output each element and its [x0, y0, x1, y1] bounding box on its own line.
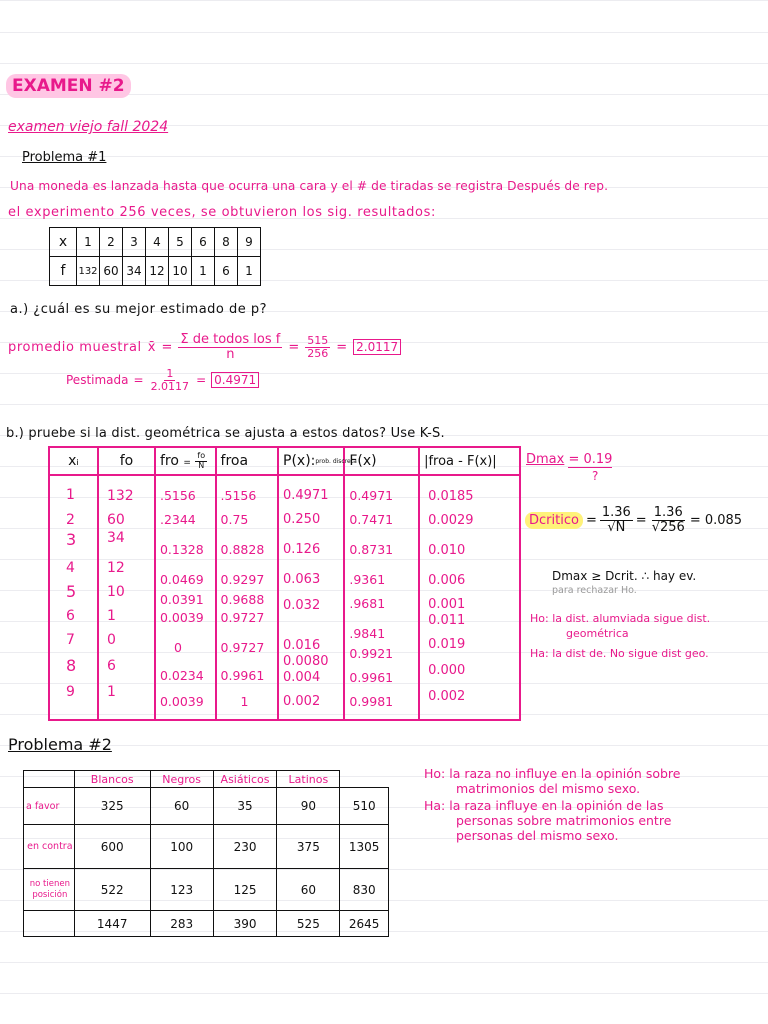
fx-cell: .9361: [349, 571, 386, 587]
x-cell: 8: [215, 228, 238, 257]
x-cell: 3: [123, 228, 146, 257]
table-row: [24, 788, 389, 825]
x-cell: 5: [169, 228, 192, 257]
froa-cell: 0.9727: [220, 639, 265, 655]
page-subtitle: examen viejo fall 2024: [8, 119, 169, 135]
col-total: 525: [277, 911, 340, 937]
table-cell: 600: [74, 825, 150, 869]
ks-ha-line: Ha: la dist de. No sigue dist geo.: [530, 647, 709, 660]
fo-cell: 12: [106, 559, 125, 576]
diff-cell: 0.019: [428, 636, 466, 652]
fx-cell: 0.4971: [349, 487, 394, 503]
fro-cell: 0.0039: [159, 693, 204, 709]
x-cell: 9: [238, 228, 261, 257]
dcrit-label: Dcritico: [525, 512, 583, 529]
diff-cell: 0.011: [428, 612, 466, 628]
col-header: Negros: [150, 771, 213, 788]
ks-header-row: [49, 447, 520, 475]
mean-fraction-denominator: n: [226, 346, 235, 362]
table-cell: 35: [213, 788, 277, 825]
problema1-statement-line1: Una moneda es lanzada hasta que ocurra una cara y el # de tiradas se registra Después de rep.: [10, 179, 609, 193]
header-fro: fro = $\frac{fo}{N}$: [155, 447, 216, 475]
problema1-statement-line2: el experimento 256 veces, se obtuvieron los sig. resultados:: [8, 205, 436, 220]
px-column: [278, 475, 344, 720]
table-cell: 123: [150, 869, 213, 911]
fx-cell: .9841: [349, 625, 386, 641]
table-row-x: [50, 228, 261, 257]
fro-column: [155, 475, 216, 720]
table-row-f: [50, 257, 261, 286]
dcrit-fraction-1: [600, 506, 633, 534]
table-cell: 100: [150, 825, 213, 869]
xi-cell: 5: [66, 582, 77, 601]
row-f-label: f: [50, 257, 77, 286]
x-cell: 4: [146, 228, 169, 257]
froa-cell: 1: [240, 693, 249, 709]
fo-cell: 1: [106, 607, 116, 624]
p-fraction-denominator: 2.0117: [150, 379, 190, 393]
px-cell: 0.004: [283, 669, 321, 685]
equals-sign: =: [196, 373, 207, 388]
contingency-table: [23, 770, 389, 937]
mean-result: 2.0117: [353, 339, 401, 355]
f-cell: 1: [192, 257, 215, 286]
dmax-question: ?: [592, 469, 599, 483]
p2-ho-line1: Ho: la raza no influye en la opinión sobre: [424, 766, 681, 781]
px-cell: 0.016: [283, 637, 321, 653]
xi-cell: 3: [66, 530, 77, 549]
xi-cell: 6: [66, 608, 75, 624]
dcrit-f1-num: 1.36: [601, 505, 631, 520]
dmax-line: [526, 452, 612, 467]
froa-cell: 0.75: [220, 511, 249, 527]
mean-fraction: [178, 333, 282, 361]
col-total: 390: [213, 911, 277, 937]
col-header: Blancos: [74, 771, 150, 788]
fo-cell: 60: [106, 511, 125, 528]
header-fro-label: fro: [159, 453, 179, 469]
row-total: 830: [340, 869, 389, 911]
header-fro-den: N: [198, 460, 205, 470]
header-fo: fo: [98, 447, 155, 475]
p-fraction-numerator: 1: [166, 367, 174, 380]
fro-cell: 0.0469: [159, 571, 204, 587]
mean-fraction-numerator: Σ de todos los f: [180, 332, 281, 347]
px-cell: 0.4971: [283, 487, 329, 503]
fro-cell: .5156: [159, 487, 196, 503]
diff-cell: 0.001: [428, 596, 466, 612]
header-fro-fraction: [195, 452, 207, 470]
fx-cell: 0.9921: [349, 645, 394, 661]
fx-column: [344, 475, 419, 720]
mean-value-denominator: 256: [307, 346, 329, 360]
col-total: 283: [150, 911, 213, 937]
mean-value-numerator: 515: [307, 334, 329, 348]
fo-cell: 34: [106, 529, 125, 546]
equals-sign: =: [336, 339, 348, 355]
diff-column: [419, 475, 520, 720]
fx-cell: 0.9981: [349, 693, 394, 709]
xi-cell: 2: [66, 512, 75, 528]
froa-cell: 0.9961: [220, 667, 265, 683]
fro-cell: 0.0234: [159, 667, 204, 683]
froa-cell: 0.8828: [220, 541, 265, 557]
mean-value-fraction: [305, 335, 330, 359]
ks-ho-line2: geométrica: [566, 627, 629, 640]
diff-cell: 0.000: [428, 662, 466, 678]
table-cell: 375: [277, 825, 340, 869]
row-header: a favor: [24, 788, 75, 825]
dcrit-fraction-2: [650, 506, 687, 534]
fo-cell: 1: [106, 683, 116, 700]
contingency-header-row: [24, 771, 389, 788]
table-cell: 125: [213, 869, 277, 911]
p-fraction: [149, 368, 192, 392]
fro-cell: 0: [173, 639, 182, 655]
fo-cell: 0: [106, 631, 116, 648]
xi-cell: 1: [66, 487, 75, 503]
header-px: [278, 447, 357, 475]
header-px-label: P(x):: [283, 453, 316, 469]
x-cell: 1: [77, 228, 100, 257]
header-xi: xᵢ: [49, 447, 98, 475]
froa-column: [216, 475, 278, 720]
dcrit-f1-den: √N: [607, 519, 626, 535]
xi-cell: 9: [66, 684, 75, 700]
xi-column: [49, 475, 98, 720]
table-row-totals: [24, 911, 389, 937]
fx-cell: 0.8731: [349, 541, 394, 557]
f-cell: 10: [169, 257, 192, 286]
fro-cell: 0.1328: [159, 541, 204, 557]
header-px-small: prob. discreta: [315, 457, 357, 465]
ks-ho-line1: Ho: la dist. alumviada sigue dist.: [530, 612, 711, 625]
fro-cell: 0.0391: [159, 591, 204, 607]
f-cell: 60: [100, 257, 123, 286]
table-cell: 522: [74, 869, 150, 911]
p2-ha-line3: personas del mismo sexo.: [456, 828, 619, 843]
header-diff: |froa - F(x)|: [419, 447, 520, 475]
problema1-heading: Problema #1: [22, 150, 107, 165]
conclusion-line1: Dmax ≥ Dcrit. ∴ hay ev.: [552, 569, 697, 583]
fx-cell: 0.9961: [349, 669, 394, 685]
px-cell: 0.002: [283, 693, 321, 709]
table-cell: 60: [150, 788, 213, 825]
frequency-data-table: [49, 227, 261, 286]
xi-cell: 8: [66, 656, 77, 675]
px-cell: 0.126: [283, 541, 321, 557]
equals-sign: =: [635, 512, 647, 528]
row-total: 1305: [340, 825, 389, 869]
part-b-question: b.) pruebe si la dist. geométrica se ajusta a estos datos? Use K-S.: [6, 426, 445, 441]
part-a-question: a.) ¿cuál es su mejor estimado de p?: [10, 302, 268, 317]
px-cell: 0.063: [283, 571, 321, 587]
table-row: [24, 869, 389, 911]
row-header: [24, 911, 75, 937]
px-cell: 0.250: [283, 511, 321, 527]
fx-cell: 0.7471: [349, 511, 394, 527]
fo-column: [98, 475, 155, 720]
col-header-total: [340, 771, 389, 788]
dmax-label: Dmax: [526, 452, 565, 467]
equals-sign: =: [133, 373, 144, 388]
f-cell: 1: [238, 257, 261, 286]
px-cell: 0.032: [283, 597, 321, 613]
froa-cell: 0.9688: [220, 591, 265, 607]
mean-label: promedio muestral: [8, 339, 142, 355]
table-cell: 60: [277, 869, 340, 911]
dmax-value: = 0.19: [568, 452, 613, 467]
table-cell: 230: [213, 825, 277, 869]
px-cell: 0.0080: [283, 653, 329, 669]
p-estimate-formula: [66, 368, 259, 392]
p-estimate-label: Pestimada: [66, 373, 129, 388]
xi-cell: 7: [66, 632, 75, 648]
table-cell: 325: [74, 788, 150, 825]
row-total: 510: [340, 788, 389, 825]
row-x-label: x: [50, 228, 77, 257]
p2-ha-line1: Ha: la raza influye en la opinión de las: [424, 798, 664, 813]
table-row: [24, 825, 389, 869]
x-cell: 6: [192, 228, 215, 257]
col-total: 1447: [74, 911, 150, 937]
dcrit-formula: [525, 506, 742, 534]
fo-cell: 132: [106, 487, 134, 504]
froa-cell: 0.9297: [220, 571, 265, 587]
header-fro-num: fo: [197, 451, 206, 461]
page-title: EXAMEN #2: [6, 76, 131, 96]
equals-sign: =: [288, 339, 300, 355]
equals-sign: =: [585, 512, 597, 528]
p-result: 0.4971: [211, 372, 259, 388]
header-fx: F(x): [344, 447, 419, 475]
diff-cell: 0.006: [428, 572, 466, 588]
diff-cell: 0.0029: [428, 512, 474, 528]
ks-test-table: [48, 446, 521, 721]
col-header: Latinos: [277, 771, 340, 788]
x-cell: 2: [100, 228, 123, 257]
fro-cell: 0.0039: [159, 609, 204, 625]
diff-cell: 0.002: [428, 688, 466, 704]
fro-cell: .2344: [159, 511, 196, 527]
dcrit-f2-den: √256: [651, 519, 685, 535]
dcrit-result: = 0.085: [689, 512, 743, 528]
dcrit-f2-num: 1.36: [653, 505, 683, 520]
equals-sign: =: [161, 339, 173, 355]
conclusion-line2: para rechazar Ho.: [552, 585, 637, 596]
diff-cell: 0.0185: [428, 488, 474, 504]
table-row: [49, 475, 520, 720]
xbar-symbol: x̄: [147, 339, 156, 355]
row-header: no tienen posición: [24, 869, 75, 911]
fx-cell: .9681: [349, 595, 386, 611]
header-froa: froa: [216, 447, 278, 475]
fo-cell: 10: [106, 583, 125, 600]
f-cell: 12: [146, 257, 169, 286]
row-header: en contra: [24, 825, 75, 869]
froa-cell: 0.9727: [220, 609, 265, 625]
f-cell: 6: [215, 257, 238, 286]
f-cell: 34: [123, 257, 146, 286]
table-cell: 90: [277, 788, 340, 825]
col-header: Asiáticos: [213, 771, 277, 788]
p2-ho-line2: matrimonios del mismo sexo.: [456, 781, 641, 796]
diff-cell: 0.010: [428, 542, 466, 558]
xi-cell: 4: [66, 560, 75, 576]
problema2-heading: Problema #2: [8, 735, 112, 754]
grand-total: 2645: [340, 911, 389, 937]
froa-cell: .5156: [220, 487, 257, 503]
corner-cell: [24, 771, 75, 788]
f-cell: 132: [77, 257, 100, 286]
p2-ha-line2: personas sobre matrimonios entre: [456, 813, 672, 828]
fo-cell: 6: [106, 657, 116, 674]
sample-mean-formula: [8, 333, 401, 361]
